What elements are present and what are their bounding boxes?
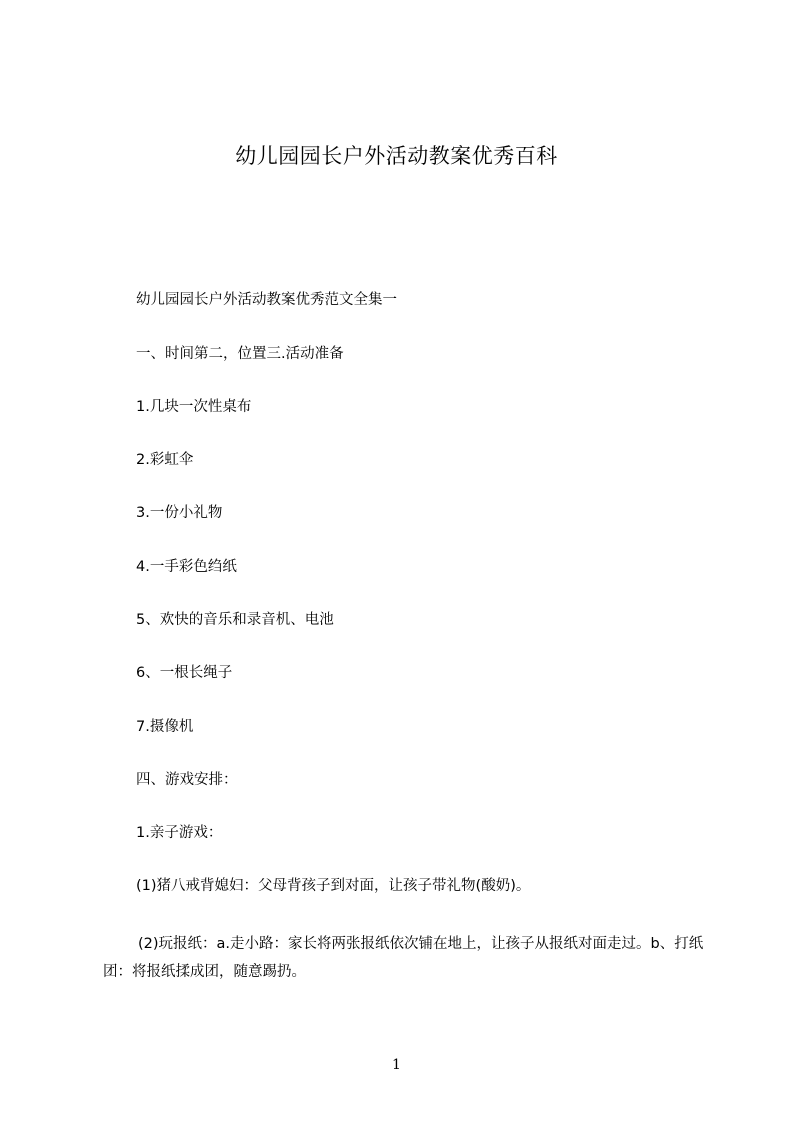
list-item: 5、欢快的音乐和录音机、电池: [136, 612, 334, 628]
page-number: 1: [392, 1057, 401, 1073]
list-item: 6、一根长绳子: [136, 665, 233, 681]
list-item: 7.摄像机: [136, 719, 194, 735]
paragraph-line: 1.亲子游戏：: [136, 825, 223, 841]
list-item: 1.几块一次性桌布: [136, 399, 252, 415]
document-title: 幼儿园园长户外活动教案优秀百科: [235, 144, 558, 168]
list-item: 2.彩虹伞: [136, 452, 194, 468]
wrapped-paragraph: (2)玩报纸：a.走小路：家长将两张报纸依次铺在地上，让孩子从报纸对面走过。b、打纸团：将报纸揉成团，随意踢扔。: [103, 936, 704, 980]
section-heading: 四、游戏安排：: [136, 772, 238, 788]
paragraph-line: (1)猪八戒背媳妇：父母背孩子到对面，让孩子带礼物(酸奶)。: [136, 878, 531, 894]
paragraph-line: 一、时间第二，位置三.活动准备: [136, 346, 344, 362]
list-item: 3.一份小礼物: [136, 505, 223, 521]
list-item: 4.一手彩色绉纸: [136, 559, 237, 575]
section-heading: 幼儿园园长户外活动教案优秀范文全集一: [136, 292, 397, 308]
